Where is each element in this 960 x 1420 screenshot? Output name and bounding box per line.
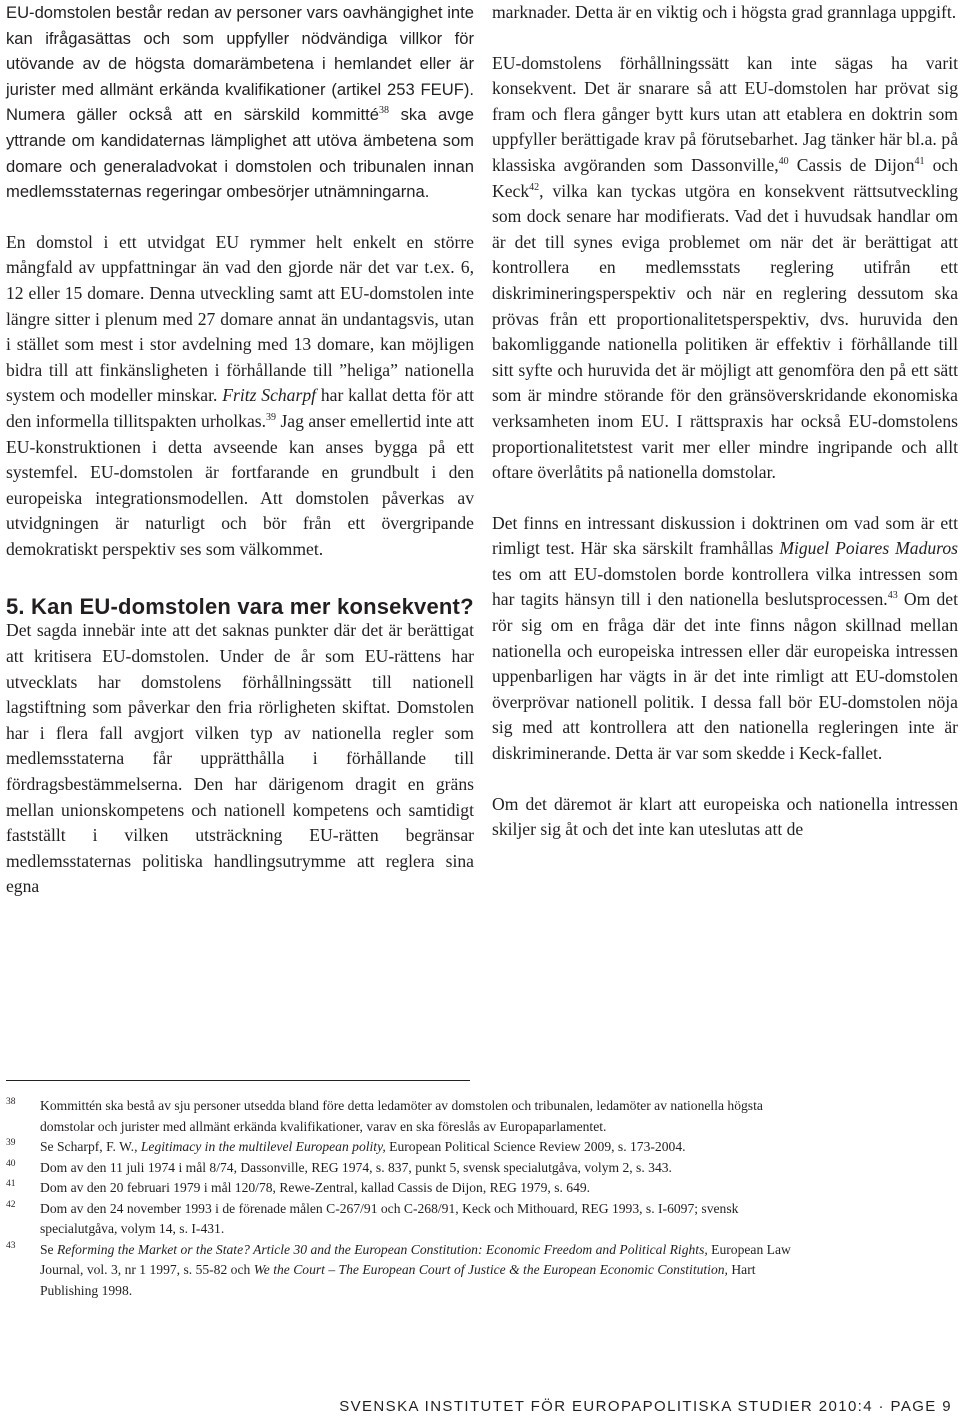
footnote-ref-39[interactable]: 39 (266, 412, 277, 424)
footnote-ref-38[interactable]: 38 (379, 105, 389, 117)
footnote-ref-40[interactable]: 40 (778, 156, 789, 168)
footnote-38: 38 Kommittén ska bestå av sju personer utsedda bland före detta ledamöter av domstolen och tribunalen, ledamöter av nationella högsta domstolar och jurister med allmänt erkända kvalifikationer, varav en ska föreslås av Europaparlamentet. (6, 1097, 763, 1134)
footnote-ref-43[interactable]: 43 (887, 590, 898, 602)
paragraph-markets: marknader. Detta är en viktig och i högsta grad grannlaga uppgift. (492, 2, 957, 22)
footnote-divider (6, 1080, 470, 1081)
footnote-43: 43 Se Reforming the Market or the State? Article 30 and the European Constitution: Economic Freedom and Political Rights, European Law Journal, vol. 3, nr 1 1997, s. 55-82 och We the Court – The European Court of Justice & the European Economic Constitution, Hart Publishing 1998. (6, 1240, 791, 1298)
footnote-number: 41 (6, 1179, 16, 1189)
section-heading: 5. Kan EU-domstolen vara mer konsekvent? (6, 594, 474, 620)
paragraph-enlarged-court: En domstol i ett utvidgat EU rymmer helt enkelt en större mångfald av uppfattningar än vad den gjorde när det var t.ex. 6, 12 eller 15 domare. Denna utveckling samt att EU-domstolen inte längre sitter i plenum med 27 domare annat än undantagsvis, utan i stället som mest i stor avdelning med 13 domare, kan möjligen bidra till att finkänsligheten i förhållande till ”heliga” nationella system och modeller minskar. Fritz Scharpf har kallat detta för att den informella tillitspakten urholkas.$^{39}$ Jag anser emellertid inte att EU-konstruktionen i detta avseende kan anses bygga på ett systemfel. EU-domstolen är fortfarande en grundbult i den europeiska integrationsmodellen. Att domstolen påverkas av utvidgningen är naturligt och bör från ett övergripande demokratiskt perspektiv ses som välkommet. (6, 231, 474, 559)
paragraph-doctrine: Det finns en intressant diskussion i doktrinen om vad som är ett rimligt test. Här ska särskilt framhållas Miguel Poiares Maduros tes om att EU-domstolen borde kontrollera vilka intressen som har tagits hänsyn till i den nationella beslutsprocessen.$^{43}$ Om det rör sig om en fråga där det inte finns någon skillnad mellan nationella och europeiska intressen eller där europeiska intressen uppenbarligen har vägts in är det inte rimligt att EU-domstolen överprövar nationell politik. I dessa fall bör EU-domstolen nöja sig med att kontrollera att den nationella regleringen inte är diskriminerande. Detta är var som skedde i Keck-fallet. (492, 512, 959, 764)
footnote-40: 40 Dom av den 11 juli 1974 i mål 8/74, Dassonville, REG 1974, s. 837, punkt 5, svensk specialutgåva, volym 2, s. 343. (6, 1158, 672, 1175)
footnote-41: 41 Dom av den 20 februari 1979 i mål 120/78, Rewe-Zentral, kallad Cassis de Dijon, REG 1979, s. 649. (6, 1179, 591, 1195)
footnote-ref-42[interactable]: 42 (529, 181, 540, 193)
paragraph-interests: Om det däremot är klart att europeiska och nationella intressen skiljer sig åt och det inte kan uteslutas att de (492, 793, 958, 840)
page-footer: SVENSKA INSTITUTET FÖR EUROPAPOLITISKA STUDIER 2010:4 · PAGE 9 (339, 1398, 952, 1415)
footnote-number: 38 (6, 1097, 16, 1107)
footnote-number: 40 (6, 1158, 16, 1169)
right-column (492, 0, 958, 843)
footnote-42: 42 Dom av den 24 november 1993 i de förenade målen C-267/91 och C-268/91, Keck och Mithouard, REG 1993, s. I-6097; svensk specialutgåva, volym 14, s. I-431. (6, 1199, 739, 1236)
footnote-number: 39 (6, 1138, 16, 1148)
footnote-number: 42 (6, 1199, 16, 1210)
footnote-39: 39 Se Scharpf, F. W., Legitimacy in the multilevel European polity, European Political Science Review 2009, s. 173-2004. (6, 1138, 686, 1154)
paragraph-criticism: Det sagda innebär inte att det saknas punkter där det är berättigat att kritisera EU-domstolen. Under de år som EU-rättens har utvecklats har domstolens förhållningssätt till nationell lagstiftning som påverkar den fria rörligheten skiftat. Domstolen har i flera fall avgjort vilken typ av nationella regler som medlemsstaterna får upprätthålla i förhållande till fördragsbestämmelserna. Den har därigenom dragit en gräns mellan unionskompetens och nationell kompetens och samtidigt fastställt i vilken utsträckning EU-rätten begränsar medlemsstaternas politiska handlingsutrymme att reglera sina egna (6, 620, 474, 897)
paragraph-consistency: EU-domstolens förhållningssätt kan inte sägas ha varit konsekvent. Det är snarare så att EU-domstolen har prövat sig fram och flera gånger bytt kurs utan att etablera en doktrin som uppfyller berättigade krav på förutsebarhet. Jag tänker här bl.a. på klassiska avgöranden som Dassonville,$^{40}$ Cassis de Dijon$^{41}$ och Keck$^{42}$, vilka kan tyckas utgöra en konsekvent rättsutveckling som dock senare har modifierats. Vad det i huvudsak handlar om är det till synes eviga problemet om när det är berättigat att kontrollera en medlemsstats reglering utifrån ett diskrimineringsperspektiv och när en reglering dessutom ska prövas från ett proportionalitetsperspektiv, dvs. huruvida den bakomliggande nationella politiken är effektiv i förhållande till sitt syfte och huruvida det är möjligt att genomföra den på ett sätt som är mindre störande för den gränsöverskridande ekonomiska verksamheten inom EU. I rättspraxis har också EU-domstolens proportionalitetstest varit mer eller mindre ingripande och allt oftare överlåtits på nationella domstolar. (492, 52, 958, 483)
paragraph-committee: EU-domstolen består redan av personer vars oavhängighet inte kan ifrågasättas och som uppfyller nödvändiga villkor för utövande av de högsta domarämbetena i hemlandet eller är jurister med allmänt erkända kvalifikationer (artikel 253 FEUF). Numera gäller också att en särskild kommitté$^{38}$ ska avge yttrande om kandidaternas lämplighet att utöva ämbetena som domare och generaladvokat i domstolen och tribunalen innan medlemsstaternas regeringar ombesörjer utnämningarna. (6, 3, 474, 202)
footnote-ref-41[interactable]: 41 (914, 156, 925, 168)
footnotes (6, 1096, 806, 1301)
left-column (6, 0, 474, 900)
footnote-number: 43 (6, 1240, 16, 1251)
